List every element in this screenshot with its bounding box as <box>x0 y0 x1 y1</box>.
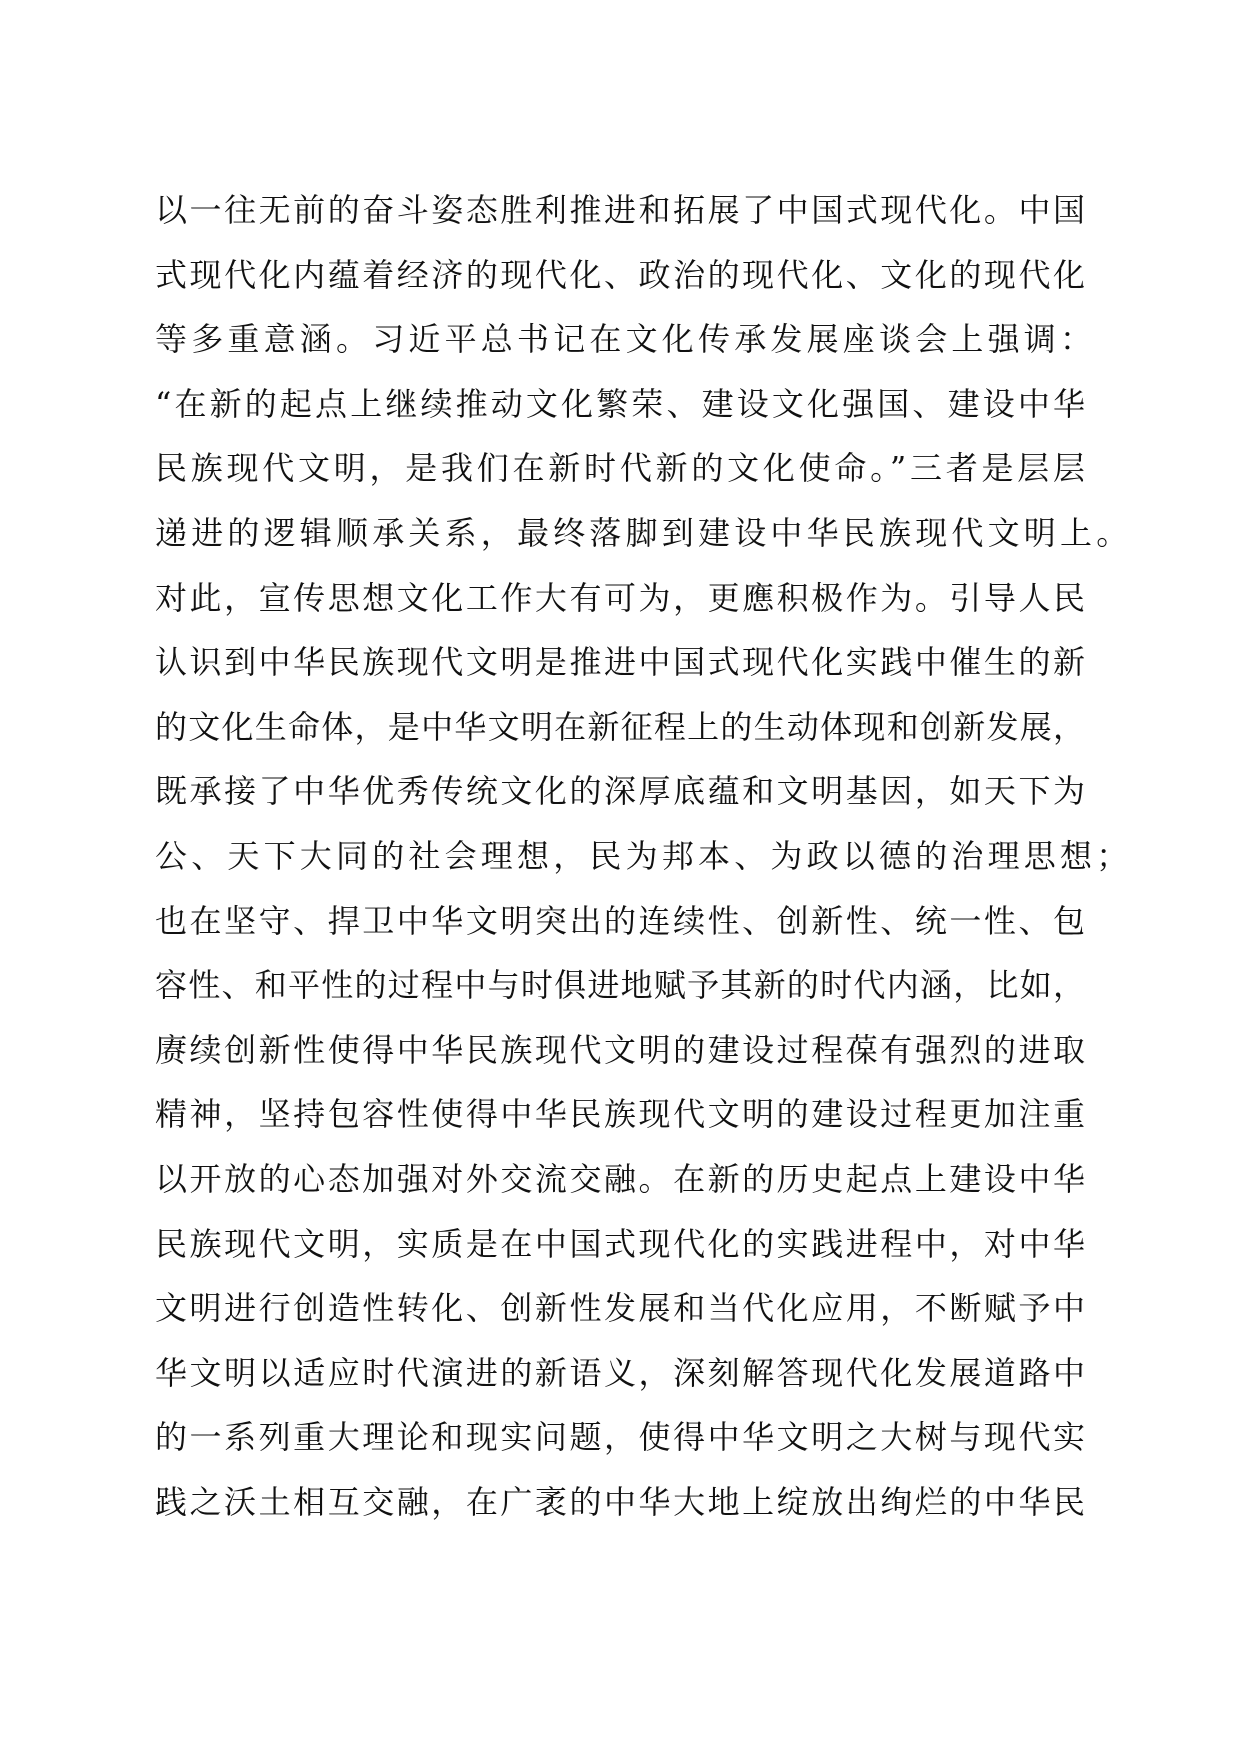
text-line: 认识到中华民族现代文明是推进中国式现代化实践中催生的新 <box>155 643 1085 682</box>
text-line: 的一系列重大理论和现实问题，使得中华文明之大树与现代实 <box>155 1418 1085 1457</box>
text-line: 赓续创新性使得中华民族现代文明的建设过程葆有强烈的进取 <box>155 1030 1085 1069</box>
text-line: 践之沃土相互交融，在广袤的中华大地上绽放出绚烂的中华民 <box>155 1482 1085 1521</box>
body-paragraph <box>155 178 1133 1534</box>
text-line: 递进的逻辑顺承关系，最终落脚到建设中华民族现代文明上。 <box>155 513 1133 552</box>
text-line: 文明进行创造性转化、创新性发展和当代化应用，不断赋予中 <box>155 1289 1085 1328</box>
text-line: 也在坚守、捍卫中华文明突出的连续性、创新性、统一性、包 <box>155 901 1085 940</box>
text-line: 民族现代文明，实质是在中国式现代化的实践进程中，对中华 <box>155 1224 1085 1263</box>
text-line: “在新的起点上继续推动文化繁荣、建设文化强国、建设中华 <box>155 384 1085 423</box>
text-line: 对此，宣传思想文化工作大有可为，更應积极作为。引导人民 <box>155 578 1085 617</box>
text-line: 精神，坚持包容性使得中华民族现代文明的建设过程更加注重 <box>155 1095 1085 1134</box>
text-line: 既承接了中华优秀传统文化的深厚底蕴和文明基因，如天下为 <box>155 772 1085 811</box>
text-line: 民族现代文明，是我们在新时代新的文化使命。”三者是层层 <box>155 449 1085 488</box>
text-line: 华文明以适应时代演进的新语义，深刻解答现代化发展道路中 <box>155 1353 1085 1392</box>
text-line: 以开放的心态加强对外交流交融。在新的历史起点上建设中华 <box>155 1159 1085 1198</box>
text-line: 等多重意涵。习近平总书记在文化传承发展座谈会上强调： <box>155 320 1097 359</box>
text-line: 以一往无前的奋斗姿态胜利推进和拓展了中国式现代化。中国 <box>155 191 1085 229</box>
text-line: 容性、和平性的过程中与时俱进地赋予其新的时代内涵，比如， <box>155 966 1085 1005</box>
text-line: 的文化生命体，是中华文明在新征程上的生动体现和创新发展， <box>155 707 1085 746</box>
text-line: 公、天下大同的社会理想，民为邦本、为政以德的治理思想； <box>155 836 1133 875</box>
text-line: 式现代化内蕴着经济的现代化、政治的现代化、文化的现代化 <box>155 255 1085 294</box>
